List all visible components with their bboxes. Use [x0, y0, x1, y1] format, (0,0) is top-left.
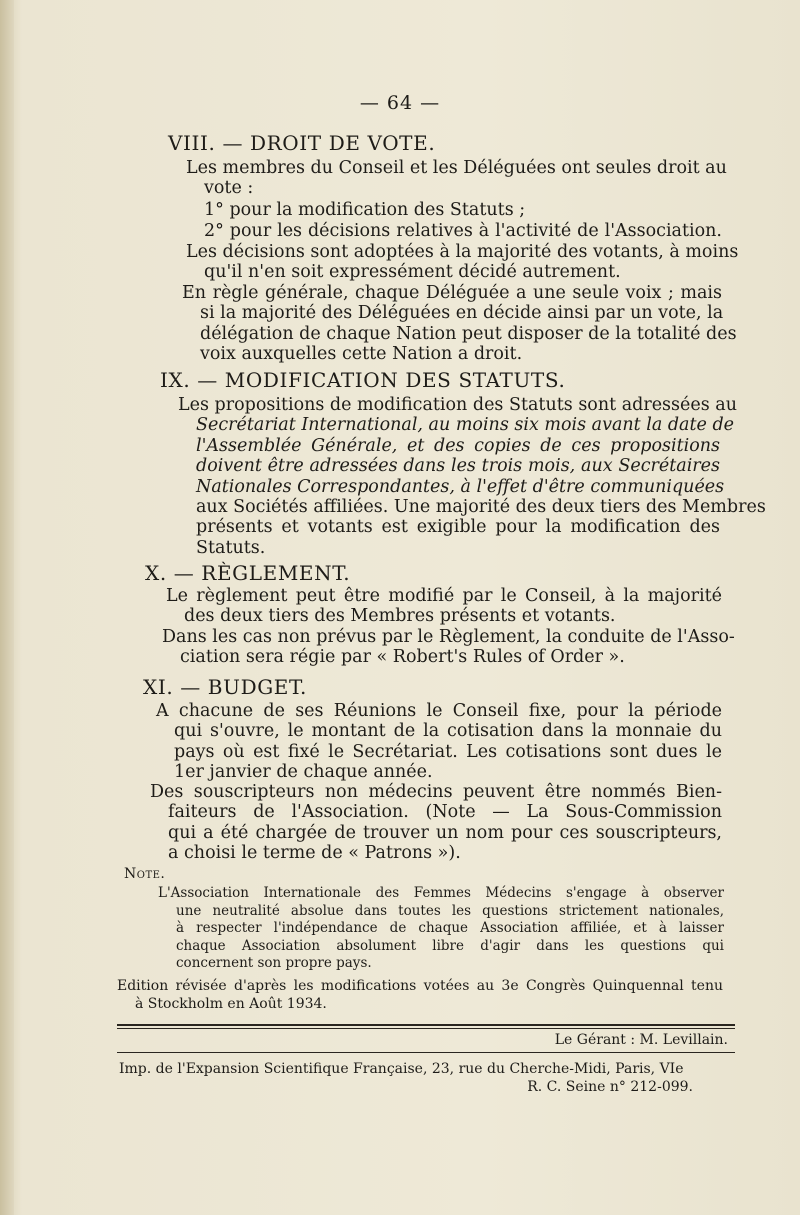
text-line: chaque Association absolument libre d'agir dans les questions qui: [176, 937, 724, 954]
text-line: Secrétariat International, au moins six mois avant la date de: [196, 415, 735, 436]
text-line: Des souscripteurs non médecins peuvent être nommés Bien-: [150, 782, 722, 802]
text-line: Les membres du Conseil et les Déléguées ont seules droit au: [186, 158, 727, 178]
text-line: voix auxquelles cette Nation a droit.: [200, 344, 523, 365]
section-8-item-2: [204, 221, 722, 241]
text-line: qui s'ouvre, le montant de la cotisation dans la monnaie du: [174, 721, 722, 742]
text-line: à respecter l'indépendance de chaque Association affiliée, et à laisser: [176, 920, 724, 937]
text-line: L'Association Internationale des Femmes Médecins s'engage à observer: [158, 885, 724, 901]
section-8-paragraph-2: [186, 242, 739, 283]
section-8-paragraph-3: [182, 283, 737, 365]
section-11-heading: XI. — BUDGET.: [143, 675, 307, 699]
section-8-paragraph-1: [186, 158, 727, 199]
text-line: Nationales Correspondantes, à l'effet d'être communiquées: [196, 476, 725, 497]
text-line: Imp. de l'Expansion Scientifique Française, 23, rue du Cherche-Midi, Paris, VIe: [119, 1061, 684, 1077]
gerant-line: Le Gérant : M. Levillain.: [554, 1032, 728, 1048]
text-line: délégation de chaque Nation peut disposer de la totalité des: [200, 323, 737, 344]
page-edge-shadow: [0, 0, 14, 1215]
text-line: des deux tiers des Membres présents et votants.: [184, 606, 616, 627]
section-11-paragraph-2: [150, 782, 722, 864]
text-line: une neutralité absolue dans toutes les questions strictement nationales,: [176, 902, 724, 919]
section-10-paragraph-2: [162, 627, 735, 668]
imprint: [119, 1060, 729, 1096]
section-8-item-1: [204, 200, 722, 220]
text-line: qu'il n'en soit expressément décidé autrement.: [204, 262, 621, 283]
text-line: R. C. Seine n° 212-099.: [527, 1079, 693, 1095]
text-line: aux Sociétés affiliées. Une majorité des deux tiers des Membres: [196, 497, 766, 518]
text-line: Dans les cas non prévus par le Règlement, la conduite de l'Asso-: [162, 627, 735, 647]
section-9-heading: IX. — MODIFICATION DES STATUTS.: [160, 368, 566, 392]
section-8-heading: VIII. — DROIT DE VOTE.: [168, 131, 436, 155]
text-line: pays où est fixé le Secrétariat. Les cotisations sont dues le: [174, 741, 722, 762]
text-line: qui a été chargée de trouver un nom pour ces souscripteurs,: [168, 822, 722, 843]
text-line: si la majorité des Déléguées en décide ainsi par un vote, la: [200, 303, 724, 324]
text-line: Edition révisée d'après les modifications votées au 3e Congrès Quinquennal tenu: [117, 978, 723, 994]
text-line: présents et votants est exigible pour la modification des: [196, 517, 720, 538]
text-line: Les décisions sont adoptées à la majorité des votants, à moins: [186, 242, 739, 262]
text-line: vote :: [204, 178, 254, 199]
text-line: 2° pour les décisions relatives à l'activité de l'Association.: [204, 221, 722, 241]
text-line: Statuts.: [196, 537, 266, 558]
edition-note: [117, 978, 723, 1013]
text-line: doivent être adressées dans les trois mois, aux Secrétaires: [196, 456, 720, 477]
double-rule-top: [117, 1024, 735, 1026]
text-line: à Stockholm en Août 1934.: [135, 995, 327, 1012]
text-line: 1° pour la modification des Statuts ;: [204, 200, 526, 220]
text-line: A chacune de ses Réunions le Conseil fixe, pour la période: [156, 701, 722, 721]
text-line: Le règlement peut être modifié par le Conseil, à la majorité: [166, 586, 722, 606]
note-paragraph: [158, 885, 724, 973]
double-rule-bottom: [117, 1028, 735, 1029]
note-label: Note.: [124, 866, 166, 882]
footer-rule: [117, 1052, 735, 1053]
text-line: a choisi le terme de « Patrons »).: [168, 843, 461, 864]
text-line: l'Assemblée Générale, et des copies de ces propositions: [196, 435, 720, 456]
text-line: faiteurs de l'Association. (Note — La Sous-Commission: [168, 802, 722, 823]
section-10-paragraph-1: [166, 586, 722, 627]
text-line: En règle générale, chaque Déléguée a une seule voix ; mais: [182, 283, 722, 303]
text-line: concernent son propre pays.: [176, 955, 372, 972]
section-11-paragraph-1: [156, 701, 722, 783]
section-10-heading: X. — RÈGLEMENT.: [145, 561, 351, 585]
page-number: — 64 —: [359, 92, 441, 114]
text-line: ciation sera régie par « Robert's Rules of Order ».: [180, 647, 625, 668]
section-9-paragraph: [178, 395, 766, 558]
text-line: 1er janvier de chaque année.: [174, 762, 433, 783]
text-line: Les propositions de modification des Statuts sont adressées au: [178, 395, 737, 415]
